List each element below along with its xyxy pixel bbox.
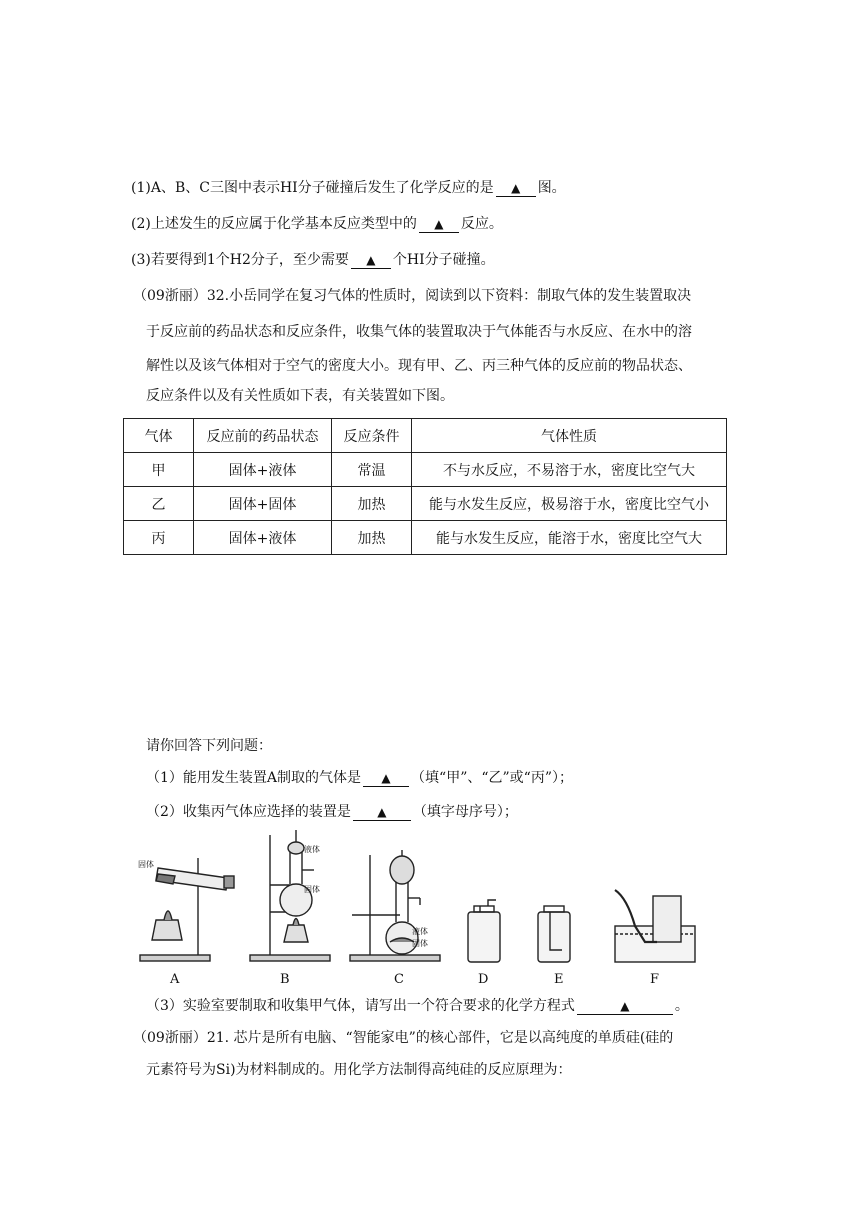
table-cell: 固体+液体: [194, 521, 332, 555]
problem-32-line-4: 反应条件以及有关性质如下表，有关装置如下图。: [146, 388, 454, 404]
table-cell: 常温: [332, 453, 412, 487]
table-cell: 丙: [124, 521, 194, 555]
answer-blank[interactable]: ▲: [577, 998, 673, 1015]
figure-label-e: E: [554, 972, 564, 987]
answer-blank[interactable]: ▲: [363, 770, 409, 787]
table-cell: 固体+固体: [194, 487, 332, 521]
table-header: 气体: [124, 419, 194, 453]
answer-intro: 请你回答下列问题：: [146, 738, 272, 754]
sub-question-2: （2）收集丙气体应选择的装置是 ▲ （填字母序号）；: [146, 804, 518, 820]
apparatus-a: [138, 858, 234, 961]
sub-question-3: （3）实验室要制取和收集甲气体，请写出一个符合要求的化学方程式 ▲ 。: [146, 998, 689, 1014]
question-2: (2)上述发生的反应属于化学基本反应类型中的 ▲ 反应。: [131, 216, 503, 232]
answer-blank[interactable]: ▲: [419, 216, 459, 233]
answer-blank[interactable]: ▲: [351, 252, 391, 269]
figure-label-b: B: [280, 972, 290, 987]
table-row: [124, 521, 727, 555]
label-solid: 固体: [304, 885, 320, 894]
table-cell: 加热: [332, 487, 412, 521]
table-header: 反应前的药品状态: [194, 419, 332, 453]
label-solid: 固体: [412, 939, 428, 948]
gas-properties-table: [123, 418, 727, 555]
problem-21-line-2: 元素符号为Si)为材料制成的。用化学方法制得高纯硅的反应原理为：: [146, 1062, 572, 1078]
table-cell: 乙: [124, 487, 194, 521]
question-3: (3)若要得到1个H2分子，至少需要 ▲ 个HI分子碰撞。: [131, 252, 495, 268]
answer-blank[interactable]: ▲: [496, 180, 536, 197]
table-header-row: [124, 419, 727, 453]
apparatus-c: [350, 850, 440, 961]
problem-32-line-2: 于反应前的药品状态和反应条件，收集气体的装置取决于气体能否与水反应、在水中的溶: [146, 324, 692, 340]
table-header: 反应条件: [332, 419, 412, 453]
figure-label-f: F: [650, 972, 660, 987]
label-liquid: 液体: [412, 927, 428, 936]
sub-question-1: （1）能用发生装置A制取的气体是 ▲ （填“甲”、“乙”或“丙”）；: [146, 770, 573, 786]
apparatus-d: [468, 900, 500, 962]
apparatus-figure: [140, 830, 700, 970]
table-cell: 不与水反应，不易溶于水，密度比空气大: [412, 453, 727, 487]
figure-label-d: D: [478, 972, 489, 987]
table-cell: 能与水发生反应，能溶于水，密度比空气大: [412, 521, 727, 555]
problem-21-line-1: （09浙丽）21. 芯片是所有电脑、“智能家电”的核心部件，它是以高纯度的单质硅(硅的: [133, 1030, 674, 1046]
label-liquid: 液体: [304, 845, 320, 854]
table-cell: 能与水发生反应，极易溶于水，密度比空气小: [412, 487, 727, 521]
table-row: [124, 487, 727, 521]
apparatus-b: [250, 830, 330, 961]
figure-label-a: A: [170, 972, 180, 987]
table-header: 气体性质: [412, 419, 727, 453]
apparatus-f: [615, 890, 695, 962]
figure-label-c: C: [394, 972, 404, 987]
answer-blank[interactable]: ▲: [353, 804, 411, 821]
table-row: [124, 453, 727, 487]
apparatus-e: [538, 906, 570, 962]
table-cell: 固体+液体: [194, 453, 332, 487]
table-cell: 甲: [124, 453, 194, 487]
problem-32-line-3: 解性以及该气体相对于空气的密度大小。现有甲、乙、丙三种气体的反应前的物品状态、: [146, 358, 692, 374]
table-cell: 加热: [332, 521, 412, 555]
label-solid: 固体: [138, 860, 154, 869]
problem-32-line-1: （09浙丽）32.小岳同学在复习气体的性质时，阅读到以下资料：制取气体的发生装置取决: [133, 288, 692, 304]
question-1: (1)A、B、C三图中表示HI分子碰撞后发生了化学反应的是 ▲ 图。: [131, 180, 566, 196]
